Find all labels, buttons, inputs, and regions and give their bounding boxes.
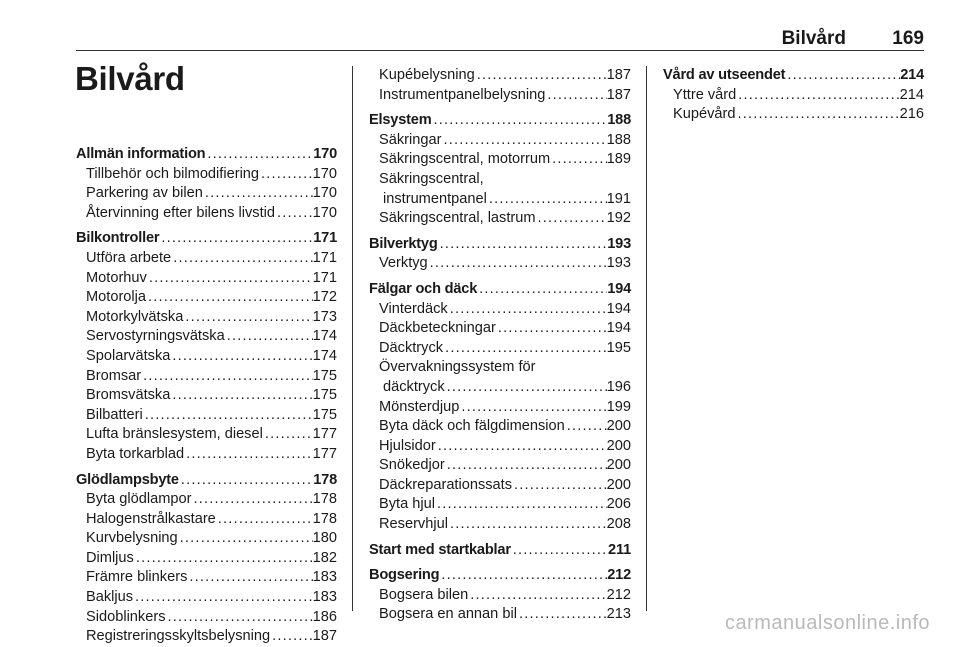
toc-entry[interactable] xyxy=(369,190,631,210)
toc-page-number: 171 xyxy=(312,249,337,266)
toc-entry-title: Säkringscentral, motorrum xyxy=(379,151,551,168)
toc-page-number: 183 xyxy=(312,569,337,586)
toc-page-number: 172 xyxy=(312,289,337,306)
toc-page-number: 199 xyxy=(606,398,631,415)
toc-entry[interactable] xyxy=(76,406,337,426)
toc-entry-title: Byta torkarblad xyxy=(86,445,185,462)
toc-entry-title: däcktryck xyxy=(383,378,445,395)
dot-leader xyxy=(205,145,313,165)
dot-leader xyxy=(275,204,313,224)
dot-leader xyxy=(133,588,313,608)
toc-page-number: 193 xyxy=(607,235,631,252)
toc-entry-title: Däckbeteckningar xyxy=(379,320,496,337)
dot-leader xyxy=(143,406,313,426)
toc-entry-title: Bilkontroller xyxy=(76,230,160,247)
dot-leader xyxy=(134,549,313,569)
dot-leader xyxy=(511,541,608,561)
toc-page-number: 183 xyxy=(312,589,337,606)
toc-entry[interactable] xyxy=(369,319,631,339)
toc-page-number: 206 xyxy=(606,496,631,513)
page-title: Bilvård xyxy=(75,60,185,97)
toc-entry-title: Säkringscentral, lastrum xyxy=(379,210,536,227)
dot-leader xyxy=(170,386,312,406)
toc-entry-title: Motorkylvätska xyxy=(86,308,184,325)
toc-entry-title: Fälgar och däck xyxy=(369,280,478,297)
toc-page-number: 200 xyxy=(606,457,631,474)
toc-page-number: 170 xyxy=(313,146,337,162)
dot-leader xyxy=(441,131,606,151)
toc-entry-title: Byta glödlampor xyxy=(86,491,192,508)
dot-leader xyxy=(184,445,312,465)
toc-entry-title: instrumentpanel xyxy=(383,190,487,207)
toc-entry[interactable] xyxy=(76,308,337,328)
dot-leader xyxy=(438,235,608,255)
toc-page-number: 189 xyxy=(606,151,631,168)
dot-leader xyxy=(536,209,607,229)
dot-leader xyxy=(477,280,607,300)
dot-leader xyxy=(445,378,607,398)
toc-page-number: 186 xyxy=(312,608,337,625)
toc-entry[interactable] xyxy=(369,339,631,359)
dot-leader xyxy=(448,515,607,535)
toc-page-number: 175 xyxy=(312,387,337,404)
toc-page-number: 212 xyxy=(607,567,631,584)
toc-entry[interactable] xyxy=(76,386,337,406)
toc-entry[interactable] xyxy=(369,66,631,86)
toc-page-number: 194 xyxy=(606,320,631,337)
toc-page-number: 191 xyxy=(606,190,631,207)
toc-section[interactable] xyxy=(369,541,631,561)
toc-entry-title: Däcktryck xyxy=(379,339,444,356)
toc-entry-title: Reservhjul xyxy=(379,516,448,533)
dot-leader xyxy=(448,300,607,320)
toc-entry-title: Snökedjor xyxy=(379,457,445,474)
toc-entry-title: Bromsar xyxy=(86,367,142,384)
dot-leader xyxy=(445,456,607,476)
toc-entry-title: Dimljus xyxy=(86,549,134,566)
dot-leader xyxy=(736,86,899,106)
toc-entry[interactable] xyxy=(663,105,924,125)
toc-section[interactable] xyxy=(76,229,337,249)
toc-entry[interactable] xyxy=(76,204,337,224)
toc-section[interactable] xyxy=(369,566,631,586)
toc-column-1 xyxy=(76,145,337,647)
toc-entry[interactable] xyxy=(76,367,337,387)
toc-entry[interactable] xyxy=(76,288,337,308)
toc-page-number: 200 xyxy=(606,418,631,435)
toc-page-number: 194 xyxy=(607,280,631,297)
dot-leader xyxy=(259,165,313,185)
toc-page-number: 170 xyxy=(312,185,337,202)
toc-page-number: 175 xyxy=(312,367,337,384)
toc-page-number: 194 xyxy=(606,300,631,317)
dot-leader xyxy=(191,490,312,510)
toc-entry-title: Byta däck och fälgdimension xyxy=(379,418,565,435)
toc-entry[interactable] xyxy=(76,445,337,465)
dot-leader xyxy=(468,586,606,606)
dot-leader xyxy=(428,254,607,274)
toc-entry-title: Tillbehör och bilmodifiering xyxy=(86,165,260,182)
toc-entry-title: Bakljus xyxy=(86,589,134,606)
dot-leader xyxy=(436,437,607,457)
dot-leader xyxy=(432,111,608,131)
dot-leader xyxy=(735,105,899,125)
toc-entry[interactable] xyxy=(369,437,631,457)
toc-entry[interactable] xyxy=(369,398,631,418)
toc-column-3 xyxy=(663,66,924,125)
toc-page-number: 180 xyxy=(312,530,337,547)
dot-leader xyxy=(512,476,607,496)
toc-page-number: 195 xyxy=(606,339,631,356)
toc-page-number: 193 xyxy=(606,255,631,272)
dot-leader xyxy=(166,608,313,628)
toc-page-number: 216 xyxy=(899,106,924,123)
toc-page-number: 177 xyxy=(312,426,337,443)
toc-entry-title: Motorhuv xyxy=(86,269,147,286)
toc-page-number: 214 xyxy=(900,67,924,83)
toc-entry[interactable] xyxy=(76,627,337,647)
dot-leader xyxy=(225,327,313,347)
toc-entry-title: Bilbatteri xyxy=(86,406,143,423)
toc-entry[interactable] xyxy=(369,476,631,496)
toc-section[interactable] xyxy=(663,66,924,86)
toc-entry-title: Bogsera bilen xyxy=(379,586,469,603)
toc-entry[interactable] xyxy=(663,86,924,106)
toc-entry-title: Elsystem xyxy=(369,112,432,129)
toc-entry[interactable] xyxy=(76,510,337,530)
toc-page-number: 187 xyxy=(606,67,631,83)
toc-entry[interactable] xyxy=(369,456,631,476)
toc-page-number: 188 xyxy=(607,112,631,129)
dot-leader xyxy=(459,398,606,418)
toc-entry[interactable] xyxy=(76,165,337,185)
toc-column-2 xyxy=(369,66,631,625)
toc-entry[interactable] xyxy=(76,184,337,204)
dot-leader xyxy=(141,367,313,387)
toc-page-number: 196 xyxy=(606,378,631,395)
toc-section[interactable] xyxy=(369,280,631,300)
toc-section[interactable] xyxy=(76,145,337,165)
toc-entry-title: Hjulsidor xyxy=(379,437,436,454)
toc-entry-title: Säkringar xyxy=(379,131,442,148)
dot-leader xyxy=(270,627,313,647)
dot-leader xyxy=(496,319,607,339)
toc-page-number: 175 xyxy=(312,406,337,423)
toc-page-number: 178 xyxy=(312,510,337,527)
toc-entry[interactable] xyxy=(76,269,337,289)
toc-entry[interactable] xyxy=(76,490,337,510)
dot-leader xyxy=(517,605,607,625)
dot-leader xyxy=(475,66,607,86)
toc-entry-title: Allmän information xyxy=(76,146,206,162)
toc-entry-title: Registreringsskyltsbelysning xyxy=(86,628,271,645)
dot-leader xyxy=(183,308,312,328)
dot-leader xyxy=(487,190,607,210)
toc-entry-title: Verktyg xyxy=(379,255,428,272)
toc-entry[interactable] xyxy=(369,495,631,515)
toc-entry[interactable] xyxy=(369,254,631,274)
dot-leader xyxy=(187,568,312,588)
header-title: Bilvård xyxy=(781,28,846,49)
toc-entry-title: Bromsvätska xyxy=(86,387,171,404)
toc-section[interactable] xyxy=(76,471,337,491)
dot-leader xyxy=(263,425,313,445)
toc-entry-title: Parkering av bilen xyxy=(86,185,203,202)
toc-entry-title: Motorolja xyxy=(86,289,147,306)
toc-page-number: 212 xyxy=(606,586,631,603)
toc-page-number: 177 xyxy=(312,445,337,462)
toc-entry[interactable] xyxy=(76,549,337,569)
toc-entry-title: Kurvbelysning xyxy=(86,530,178,547)
toc-entry[interactable] xyxy=(76,347,337,367)
toc-entry-title: Vård av utseendet xyxy=(663,67,786,83)
toc-entry[interactable] xyxy=(76,588,337,608)
dot-leader xyxy=(147,269,313,289)
dot-leader xyxy=(178,529,313,549)
toc-page-number: 213 xyxy=(606,606,631,623)
toc-page-number: 174 xyxy=(312,347,337,364)
toc-entry-title: Bilverktyg xyxy=(369,235,438,252)
toc-page-number: 200 xyxy=(606,437,631,454)
toc-page-number: 171 xyxy=(312,269,337,286)
toc-page-number: 173 xyxy=(312,308,337,325)
toc-entry[interactable] xyxy=(369,86,631,106)
header-page-number: 169 xyxy=(892,28,924,49)
toc-entry-title: Främre blinkers xyxy=(86,569,188,586)
toc-page-number: 182 xyxy=(312,549,337,566)
toc-entry[interactable] xyxy=(369,209,631,229)
dot-leader xyxy=(435,495,607,515)
toc-entry[interactable] xyxy=(369,131,631,151)
toc-entry-title: Servostyrningsvätska xyxy=(86,328,225,345)
dot-leader xyxy=(785,66,900,86)
toc-entry[interactable] xyxy=(369,300,631,320)
toc-page-number: 188 xyxy=(606,131,631,148)
toc-section[interactable] xyxy=(369,235,631,255)
toc-entry-title: Mönsterdjup xyxy=(379,398,460,415)
toc-entry[interactable] xyxy=(369,515,631,535)
dot-leader xyxy=(545,86,606,106)
toc-entry-text: Övervakningssystem för xyxy=(379,359,536,376)
toc-entry-title: Kupévård xyxy=(673,106,736,123)
toc-entry[interactable] xyxy=(76,608,337,628)
toc-page-number: 178 xyxy=(312,491,337,508)
toc-entry[interactable] xyxy=(76,327,337,347)
toc-page-number: 174 xyxy=(312,328,337,345)
column-divider xyxy=(646,66,647,611)
toc-entry-title: Sidoblinkers xyxy=(86,608,166,625)
toc-page-number: 187 xyxy=(312,628,337,645)
toc-page-number: 170 xyxy=(312,165,337,182)
toc-entry-title: Halogenstrålkastare xyxy=(86,510,216,527)
toc-entry-title: Start med startkablar xyxy=(369,541,511,558)
dot-leader xyxy=(170,347,312,367)
dot-leader xyxy=(179,471,313,491)
toc-entry-title: Vinterdäck xyxy=(379,300,448,317)
toc-entry-title: Byta hjul xyxy=(379,496,435,513)
toc-page-number: 178 xyxy=(313,471,337,488)
toc-page-number: 211 xyxy=(608,541,631,558)
dot-leader xyxy=(439,566,607,586)
toc-page-number: 200 xyxy=(606,476,631,493)
toc-page-number: 208 xyxy=(606,516,631,533)
dot-leader xyxy=(550,150,607,170)
column-divider xyxy=(352,66,353,611)
toc-entry-title: Glödlampsbyte xyxy=(76,471,179,488)
dot-leader xyxy=(203,184,313,204)
toc-entry-title: Däckreparationssats xyxy=(379,476,513,493)
toc-entry[interactable] xyxy=(76,529,337,549)
watermark: carmanualsonline.info xyxy=(724,612,930,634)
dot-leader xyxy=(565,417,607,437)
running-header xyxy=(76,26,924,51)
toc-section[interactable] xyxy=(369,111,631,131)
dot-leader xyxy=(171,249,312,269)
toc-entry[interactable] xyxy=(369,417,631,437)
toc-entry-title: Kupébelysning xyxy=(379,67,475,83)
toc-entry-title: Bogsera en annan bil xyxy=(379,606,517,623)
dot-leader xyxy=(216,510,313,530)
toc-entry-text: Säkringscentral, xyxy=(379,170,484,187)
toc-entry-title: Lufta bränslesystem, diesel xyxy=(86,426,263,443)
toc-entry[interactable] xyxy=(369,605,631,625)
dot-leader xyxy=(443,339,607,359)
toc-entry[interactable] xyxy=(369,150,631,170)
toc-entry-title: Yttre vård xyxy=(673,86,737,103)
toc-entry[interactable] xyxy=(369,378,631,398)
dot-leader xyxy=(159,229,313,249)
toc-entry-title: Spolarvätska xyxy=(86,347,171,364)
toc-entry-title: Instrumentpanelbelysning xyxy=(379,86,546,103)
toc-entry-title: Återvinning efter bilens livstid xyxy=(86,204,275,221)
toc-entry-title: Bogsering xyxy=(369,567,440,584)
toc-page-number: 171 xyxy=(313,230,337,247)
toc-entry[interactable] xyxy=(76,249,337,269)
dot-leader xyxy=(146,288,313,308)
toc-page-number: 187 xyxy=(606,86,631,103)
toc-page-number: 192 xyxy=(606,210,631,227)
toc-entry[interactable] xyxy=(76,425,337,445)
toc-page-number: 214 xyxy=(899,86,924,103)
toc-entry[interactable] xyxy=(76,568,337,588)
toc-entry[interactable] xyxy=(369,586,631,606)
toc-page-number: 170 xyxy=(312,204,337,221)
toc-entry-title: Utföra arbete xyxy=(86,249,172,266)
